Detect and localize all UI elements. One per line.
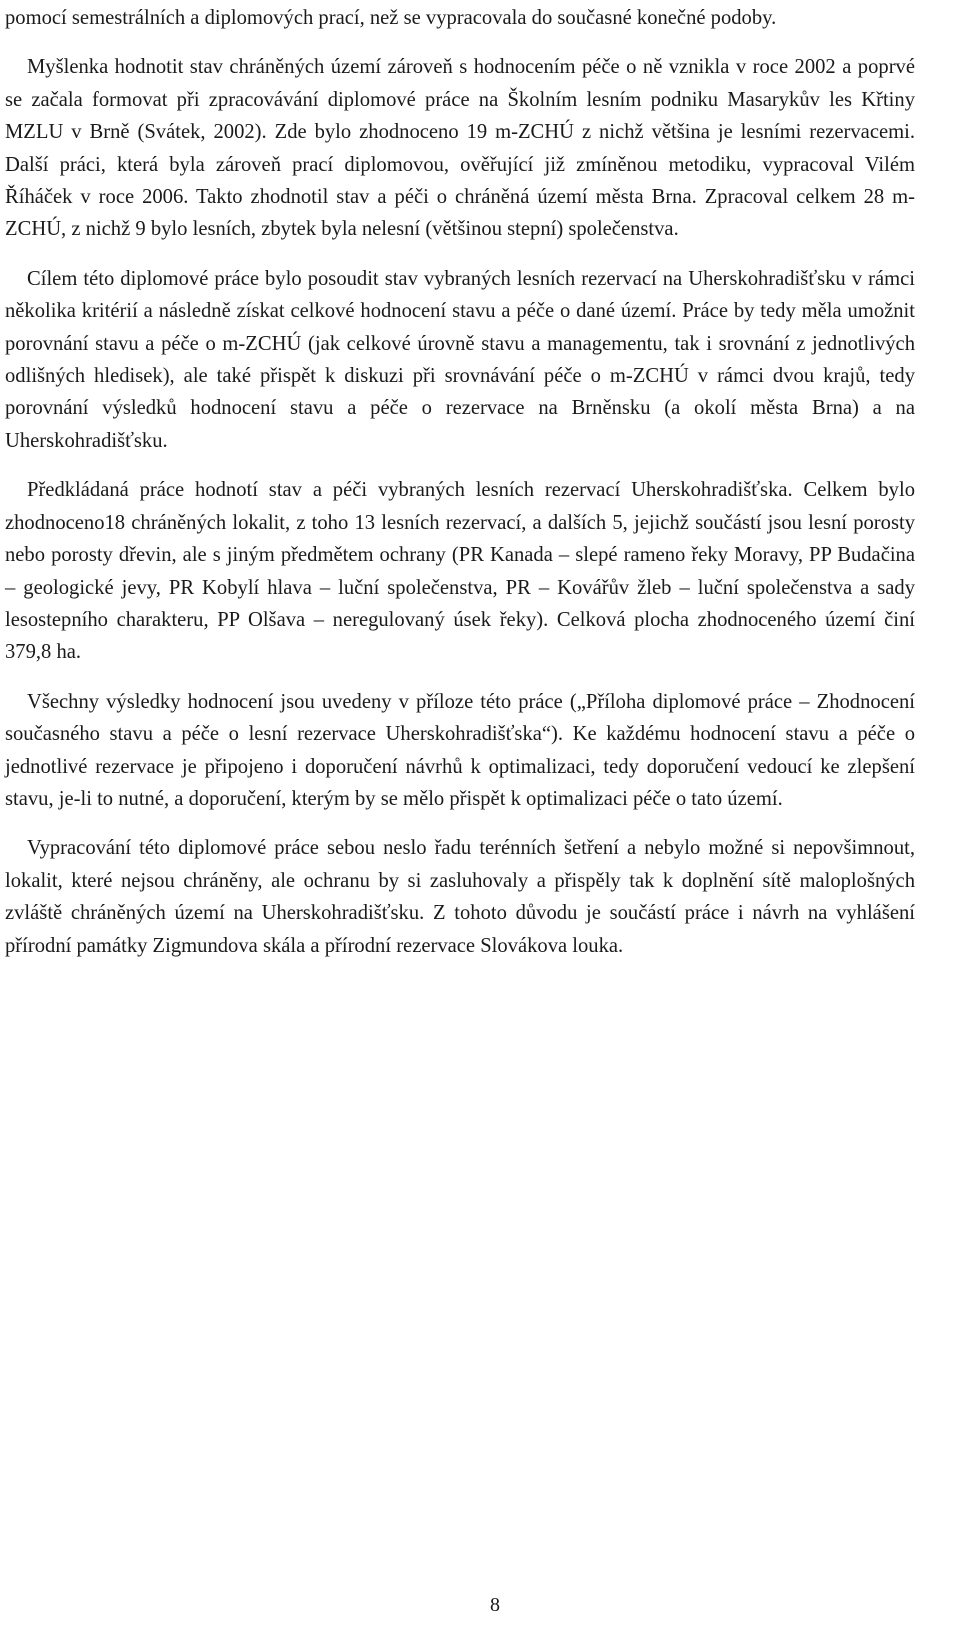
- paragraph-history: Myšlenka hodnotit stav chráněných území zároveň s hodnocením péče o ně vznikla v roce 2002 a poprvé se začala formovat při zpracovávání diplomové práce na Školním lesním podniku Masarykův les Křtiny MZLU v Brně (Svátek, 2002). Zde bylo zhodnoceno 19 m-ZCHÚ z nichž většina je lesními rezervacemi. Další práci, která byla zároveň prací diplomovou, ověřující již zmíněnou metodiku, vypracoval Vilém Říháček v roce 2006. Takto zhodnotil stav a péči o chráněná území města Brna. Zpracoval celkem 28 m-ZCHÚ, z nichž 9 bylo lesních, zbytek byla nelesní (většinou stepní) společenstva.: [5, 56, 915, 241]
- paragraph-results: Všechny výsledky hodnocení jsou uvedeny v příloze této práce („Příloha diplomové práce – Zhodnocení současného stavu a péče o lesní rezervace Uherskohradišťska“). Ke každému hodnocení stavu a péče o jednotlivé rezervace je připojeno i doporučení návrhů k optimalizaci, tedy doporučení vedoucí ke zlepšení stavu, je-li to nutné, a doporučení, kterým by se mělo přispět k optimalizaci péče o tato území.: [5, 690, 915, 810]
- paragraph-scope: Předkládaná práce hodnotí stav a péči vybraných lesních rezervací Uherskohradišťska. Celkem bylo zhodnoceno18 chráněných lokalit, z toho 13 lesních rezervací, a dalších 5, jejichž součástí jsou lesní porosty nebo porosty dřevin, ale s jiným předmětem ochrany (PR Kanada – slepé rameno řeky Moravy, PP Budačina – geologické jevy, PR Kobylí hlava – luční společenstva, PR – Kovářův žleb – luční společenstva a sady lesostepního charakteru, PP Olšava – neregulovaný úsek řeky). Celková plocha zhodnoceného území činí 379,8 ha.: [5, 479, 915, 664]
- document-page: [5, 2, 915, 962]
- paragraph-aim: Cílem této diplomové práce bylo posoudit stav vybraných lesních rezervací na Uherskohradišťsku v rámci několika kritérií a následně získat celkové hodnocení stavu a péče o dané území. Práce by tedy měla umožnit porovnání stavu a péče o m-ZCHÚ (jak celkové úrovně stavu a managementu, tak i srovnání z jednotlivých odlišných hledisek), ale také přispět k diskuzi při srovnávání péče o m-ZCHÚ v rámci dvou krajů, tedy porovnání výsledků hodnocení stavu a péče o rezervace na Brněnsku (a okolí města Brna) a na Uherskohradišťsku.: [5, 267, 915, 452]
- paragraph-continuation: pomocí semestrálních a diplomových prací, než se vypracovala do současné konečné podoby.: [5, 7, 777, 29]
- paragraph-proposal: Vypracování této diplomové práce sebou neslo řadu terénních šetření a nebylo možné si nepovšimnout, lokalit, které nejsou chráněny, ale ochranu by si zasluhovaly a přispěly tak k doplnění sítě maloplošných zvláště chráněných území na Uherskohradišťsku. Z tohoto důvodu je součástí práce i návrh na vyhlášení přírodní památky Zigmundova skála a přírodní rezervace Slovákova louka.: [5, 837, 915, 957]
- page-number: 8: [490, 1594, 500, 1616]
